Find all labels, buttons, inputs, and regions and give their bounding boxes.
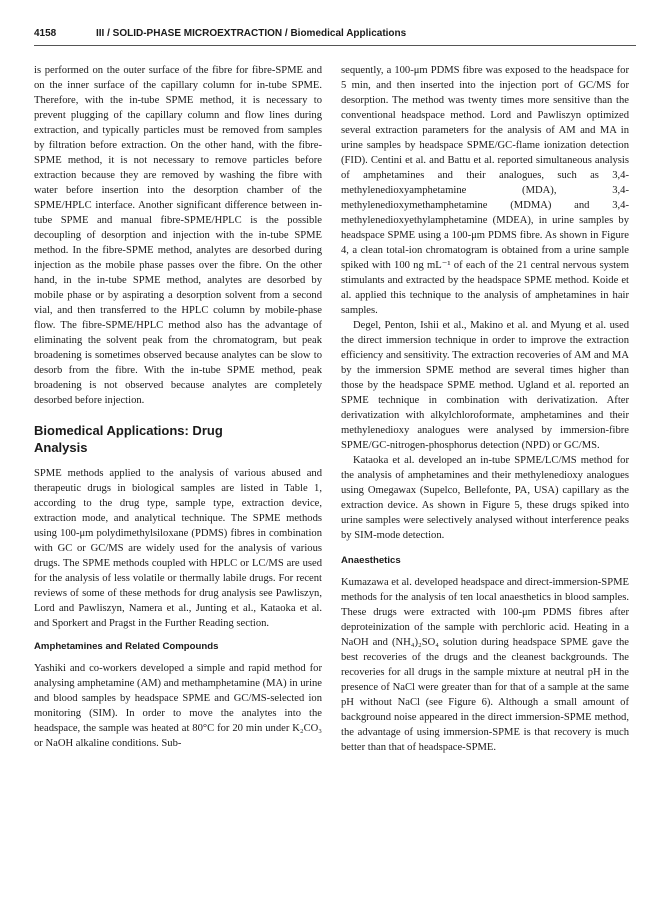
paragraph: is performed on the outer surface of the fibre for fibre-SPME and on the inner surface of the capillary column for in-tube SPME. Therefore, with the in-tube SPME method, it is necessary to prevent plugging of the capillary column and flow lines during extraction, and typically particles must be removed from samples by filtration before extraction. On the other hand, with the fibre-SPME method, it is not necessary to remove particles before extraction because they are removed by washing the fibre with water before insertion into the desorption chamber of the SPME/HPLC interface. Another significant difference between in-tube SPME and manual fibre-SPME/HPLC is the possible decoupling of desorption and injection with the in-tube SPME method. In the fibre-SPME method, analytes are desorbed during injection as the mobile phase passes over the fibre. On the other hand, in the in-tube SPME method, analytes are desorbed by mobile phase or by aspirating a desorption solvent from a second vial, and then transferred to the HPLC column by mobile-phase flow. The fibre-SPME/HPLC method also has the advantage of eliminating the solvent peak from the chromatogram, but peak broadening is sometimes observed because analytes can be slow to desorb from the fibre. With the in-tube SPME method, peak broadening is not observed because analytes are completely desorbed before injection. [34, 65, 322, 406]
paragraph: Kataoka et al. developed an in-tube SPME/LC/MS method for the analysis of amphetamines and their methylenedioxy analogues using Omegawax (Supelco, Bellefonte, PA, USA) capillary as the extraction device. As shown in Figure 5, these drugs spiked into urine samples were selectively analysed without interference peaks by SIM-mode detection. [341, 455, 629, 541]
paragraph: Degel, Penton, Ishii et al., Makino et al. and Myung et al. used the direct immersion technique in order to improve the extraction efficiency and sensitivity. The extraction recoveries of AM and MA by the immersion SPME method are several times higher than those by the headspace SPME method. Ugland et al. reported an SPME technique in combination with derivatization. After derivatization with alkylchloroformate, amphetamines and their methylenedioxy analogues were analysed by immersion-fibre SPME/GC-nitrogen-phosphorus detection (NPD) or GC/MS. [341, 320, 629, 451]
subsection-heading: Anaesthetics [341, 555, 401, 566]
page-number: 4158 [34, 28, 57, 39]
left-column [34, 63, 322, 751]
subsection-heading: Amphetamines and Related Compounds [34, 641, 219, 652]
paragraph: Kumazawa et al. developed headspace and direct-immersion-SPME methods for the analysis of ten local anaesthetics in blood samples. These drugs were extracted with 100-μm PDMS fibres after deproteinization of the sample with perchloric acid. Heating in a NaOH and (NH₄)₂SO₄ solution during headspace SPME gave the best recoveries of the drugs and the cleanest backgrounds. The recoveries for all drugs in the sample mixture at neutral pH in the presence of NaCl were greater than for that of a sample at the same pH without NaCl (see Figure 6). Although a small amount of background noise appeared in the direct immersion-SPME method, the advantage of using immersion-SPME is that recovery is much better than that of headspace-SPME. [341, 577, 629, 753]
header-rule [34, 45, 636, 46]
section-heading-line2: Analysis [34, 440, 88, 455]
running-header [34, 28, 636, 44]
paragraph: SPME methods applied to the analysis of various abused and therapeutic drugs in biological samples are listed in Table 1, according to the drug type, sample type, extraction device, extraction mode, and analytical technique. The SPME methods using 100-μm polydimethylsiloxane (PDMS) fibres in combination with GC or GC/MS are widely used for the analysis of various drugs. The SPME methods coupled with HPLC or LC/MS are used for the analysis of less volatile or thermally labile drugs. For recent reviews of some of these methods for drug analysis see Pawliszyn, Lord and Pawliszyn, Namera et al., Junting et al., Kataoka et al. and Sporkert and Pragst in the Further Reading section. [34, 468, 322, 629]
section-heading-line1: Biomedical Applications: Drug [34, 423, 223, 438]
right-column [341, 63, 629, 755]
paragraph: sequently, a 100-μm PDMS fibre was exposed to the headspace for 5 min, and then inserted into the injection port of GC/MS for desorption. The method was twenty times more sensitive than the conventional headspace method. Lord and Pawliszyn optimized several extraction parameters for the analysis of AM and MA in urine samples by headspace SPME/GC-flame ionization detection (FID). Centini et al. and Battu et al. reported simultaneous analysis of amphetamines and their analogues, such as 3,4-methylenedioxyamphetamine (MDA), 3,4-methylenedioxymethamphetamine (MDMA) and 3,4-methylenedioxyethylamphetamine (MDEA), in urine samples by headspace SPME using a 100-μm PDMS fibre. As shown in Figure 4, a clean total-ion chromatogram is obtained from a urine sample spiked with 100 ng mL⁻¹ of each of the 21 central nervous system stimulants and extracted by the headspace SPME method. Koide et al. applied this technique to the analysis of amphetamines in hair samples. [341, 65, 629, 316]
paragraph: Yashiki and co-workers developed a simple and rapid method for analysing amphetamine (AM) and methamphetamine (MA) in urine and blood samples by headspace SPME and GC/MS-selected ion monitoring (SIM). In order to move the analytes into the headspace, the sample was heated at 80°C for 20 min under K₂CO₃ or NaOH alkaline conditions. Sub- [34, 663, 323, 749]
running-title: III / SOLID-PHASE MICROEXTRACTION / Biomedical Applications [96, 28, 407, 39]
section-heading [34, 422, 322, 456]
